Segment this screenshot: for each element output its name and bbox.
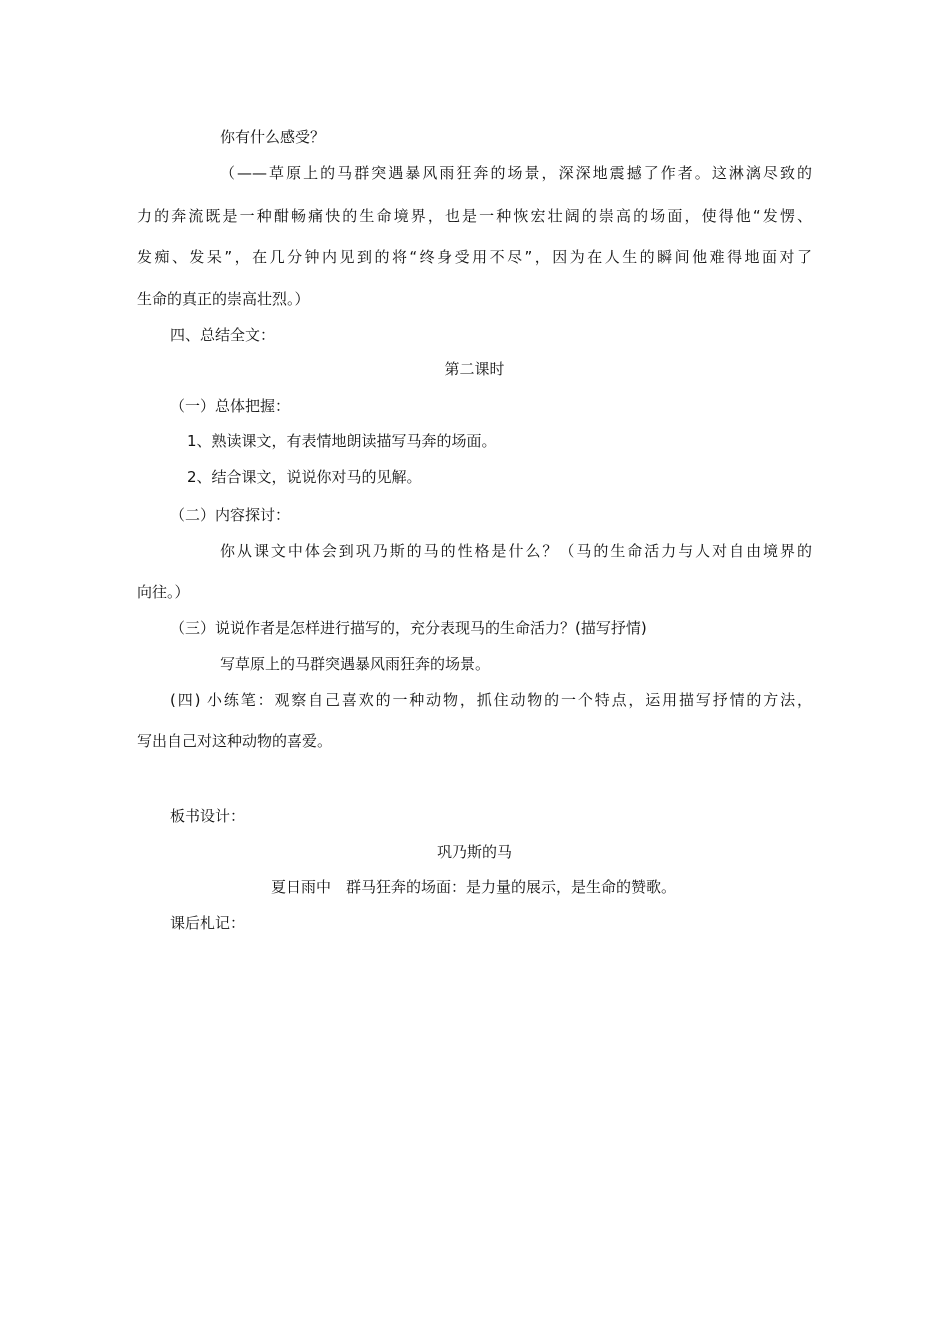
part-three-heading: （三）说说作者是怎样进行描写的，充分表现马的生命活力？(描写抒情) [170, 619, 647, 637]
part-three-answer: 写草原上的马群突遇暴风雨狂奔的场景。 [220, 655, 491, 673]
part-two-question-line-1: 你从课文中体会到巩乃斯的马的性格是什么？（马的生命活力与人对自由境界的 [220, 542, 812, 560]
answer-line-3: 发痴、发呆”，在几分钟内见到的将“终身受用不尽”，因为在人生的瞬间他难得地面对了 [137, 248, 812, 266]
answer-line-1: （——草原上的马群突遇暴风雨狂奔的场景，深深地震撼了作者。这淋漓尽致的 [220, 164, 812, 182]
board-title: 巩乃斯的马 [436, 843, 512, 861]
board-content-line: 夏日雨中 群马狂奔的场面：是力量的展示，是生命的赞歌。 [271, 878, 677, 896]
section-summary-heading: 四、总结全文： [170, 326, 276, 344]
answer-line-4: 生命的真正的崇高壮烈。） [137, 290, 310, 308]
question-feeling: 你有什么感受？ [220, 128, 326, 146]
board-design-label: 板书设计： [170, 807, 246, 825]
part-four-line-1: (四) 小练笔：观察自己喜欢的一种动物，抓住动物的一个特点，运用描写抒情的方法， [170, 691, 812, 709]
lesson-two-title: 第二课时 [444, 360, 505, 378]
part-two-question-line-2: 向往。） [137, 583, 190, 601]
post-class-notes-label: 课后札记： [170, 914, 246, 932]
part-one-item-2: 2、结合课文，说说你对马的见解。 [187, 468, 422, 486]
part-one-heading: （一）总体把握： [170, 397, 291, 415]
answer-line-2: 力的奔流既是一种酣畅痛快的生命境界，也是一种恢宏壮阔的崇高的场面，使得他“发愣、 [137, 207, 812, 225]
part-two-heading: （二）内容探讨： [170, 506, 291, 524]
part-one-item-1: 1、熟读课文，有表情地朗读描写马奔的场面。 [187, 432, 497, 450]
part-four-line-2: 写出自己对这种动物的喜爱。 [137, 732, 333, 750]
